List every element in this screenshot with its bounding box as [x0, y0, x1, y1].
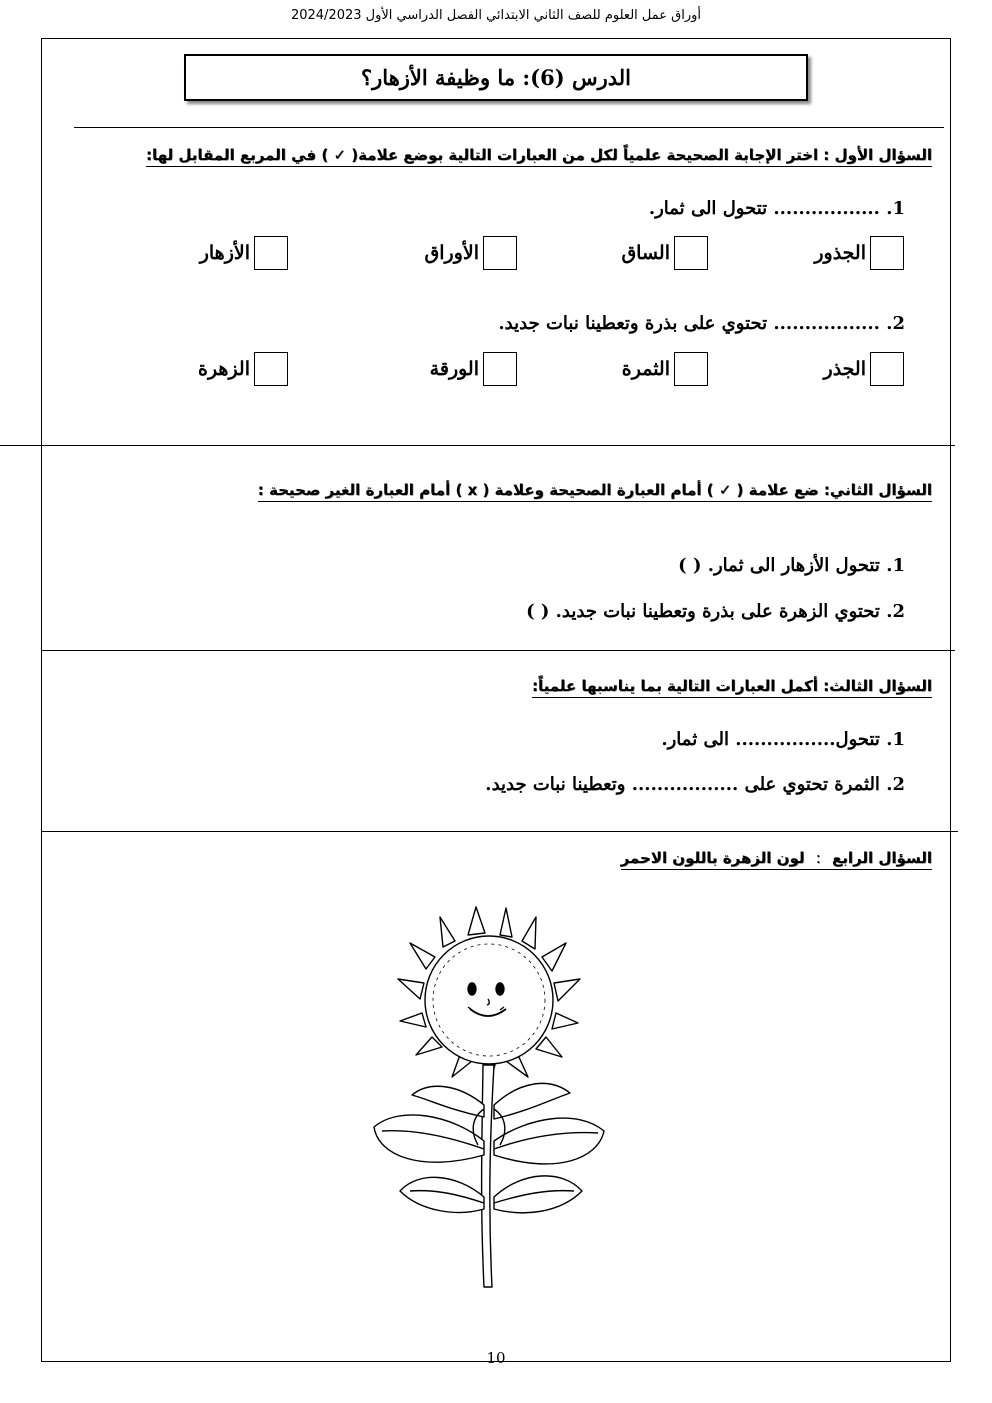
q2-item-2: 2. تحتوي الزهرة على بذرة وتعطينا نبات جديد. ( )	[526, 601, 905, 622]
q1-item-1-option-4[interactable]	[200, 236, 288, 270]
q4-heading-label: السؤال الرابع	[832, 849, 932, 867]
divider-title	[74, 127, 944, 128]
option-label: الزهرة	[197, 358, 250, 380]
q1-item-2-stem: 2. ................. تحتوي على بذرة وتعطينا نبات جديد.	[498, 313, 905, 334]
q1-item-1-stem: 1. ................. تتحول الى ثمار.	[648, 198, 905, 219]
sunflower-drawing[interactable]	[360, 905, 620, 1290]
checkbox[interactable]	[870, 236, 904, 270]
q1-item-2-option-3[interactable]	[430, 352, 517, 386]
q1-item-2-option-1[interactable]	[824, 352, 904, 386]
checkbox[interactable]	[483, 352, 517, 386]
option-label: الجذر	[823, 358, 866, 380]
option-label: الأزهار	[199, 242, 250, 264]
divider-q3	[41, 831, 958, 832]
checkbox[interactable]	[254, 352, 288, 386]
q1-item-1-option-3[interactable]	[425, 236, 518, 270]
option-label: الأوراق	[424, 242, 479, 264]
leaf-right	[494, 1118, 604, 1164]
option-label: الساق	[621, 242, 670, 264]
lesson-title: الدرس (6): ما وظيفة الأزهار؟	[184, 54, 808, 101]
stem	[482, 1065, 494, 1287]
option-label: الورقة	[429, 358, 479, 380]
checkbox[interactable]	[483, 236, 517, 270]
q4-heading	[621, 849, 932, 870]
q1-item-2-option-2[interactable]	[622, 352, 708, 386]
q3-heading: السؤال الثالث: أكمل العبارات التالية بما يناسبها علمياً:	[532, 677, 932, 698]
q4-heading-text: لون الزهرة باللون الاحمر	[620, 849, 805, 867]
q1-heading: السؤال الأول : اختر الإجابة الصحيحة علمياً لكل من العبارات التالية بوضع علامة( ✓ ) في المربع المقابل لها:	[146, 146, 932, 167]
leaf-left	[374, 1115, 484, 1162]
divider-q1	[0, 445, 955, 446]
checkbox[interactable]	[674, 352, 708, 386]
q2-heading: السؤال الثاني: ضع علامة ( ✓ ) أمام العبارة الصحيحة وعلامة ( x ) أمام العبارة الغير صحيحة :	[258, 481, 932, 502]
q1-item-1-option-1[interactable]	[814, 236, 904, 270]
q1-item-1-option-2[interactable]	[621, 236, 708, 270]
option-label: الجذور	[814, 242, 866, 264]
checkbox[interactable]	[674, 236, 708, 270]
checkbox[interactable]	[254, 236, 288, 270]
page-number: 10	[486, 1349, 506, 1367]
q2-item-1: 1. تتحول الأزهار الى ثمار. ( )	[678, 555, 905, 576]
q4-heading-sep: :	[815, 849, 821, 867]
divider-q2	[41, 650, 955, 651]
q3-item-2: 2. الثمرة تحتوي على ................. وتعطينا نبات جديد.	[485, 774, 905, 795]
q1-item-2-option-4[interactable]	[198, 352, 288, 386]
checkbox[interactable]	[870, 352, 904, 386]
q3-item-1: 1. تتحول................ الى ثمار.	[661, 729, 905, 750]
page-header: أوراق عمل العلوم للصف الثاني الابتدائي الفصل الدراسي الأول 2024/2023	[290, 8, 702, 23]
option-label: الثمرة	[621, 358, 670, 380]
